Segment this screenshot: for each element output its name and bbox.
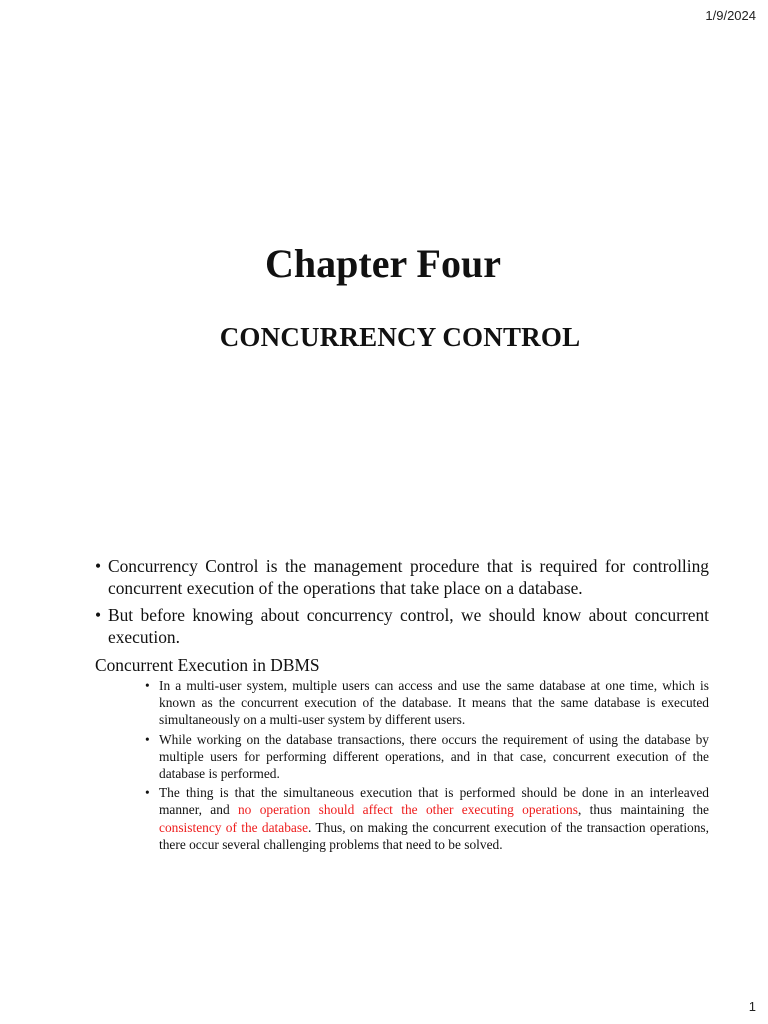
section-heading: Concurrent Execution in DBMS xyxy=(95,655,320,675)
highlight-text: consistency of the database xyxy=(159,819,309,835)
item-text: . Thus, on making the concurrent execution of the transaction operations, there occur several challenging problems that need to be solved. xyxy=(159,819,709,852)
concurrent-execution-list xyxy=(95,677,709,853)
item-text: The thing is that the simultaneous execution that is performed should be done in an interleaved manner, and xyxy=(159,785,709,818)
slide-date: 1/9/2024 xyxy=(705,8,756,23)
chapter-title-text: Chapter Four xyxy=(265,241,501,286)
highlight-text: no operation should affect the other executing operations xyxy=(237,802,578,818)
chapter-subtitle: CONCURRENCY CONTROL xyxy=(219,322,581,352)
list-item: • In a multi-user system, multiple users can access and use the same database at one time, which is known as the concurrent execution of the database. It means that the same database is executed simultaneously on a multi-user system by different users. xyxy=(145,677,709,729)
chapter-title xyxy=(0,240,768,287)
list-item xyxy=(145,784,709,853)
page-number: 1 xyxy=(748,999,756,1014)
list-item: • While working on the database transactions, there occurs the requirement of using the database by multiple users for performing different operations, and in that case, concurrent execution of the database is performed. xyxy=(145,731,709,783)
content-body xyxy=(95,556,709,855)
item-text: , thus maintaining the xyxy=(577,802,709,818)
intro-bullet-prerequisite: • But before knowing about concurrency control, we should know about concurrent execution. xyxy=(95,605,709,648)
intro-bullet-definition: • Concurrency Control is the management procedure that is required for controlling concurrent execution of the operations that take place on a database. xyxy=(95,556,709,599)
